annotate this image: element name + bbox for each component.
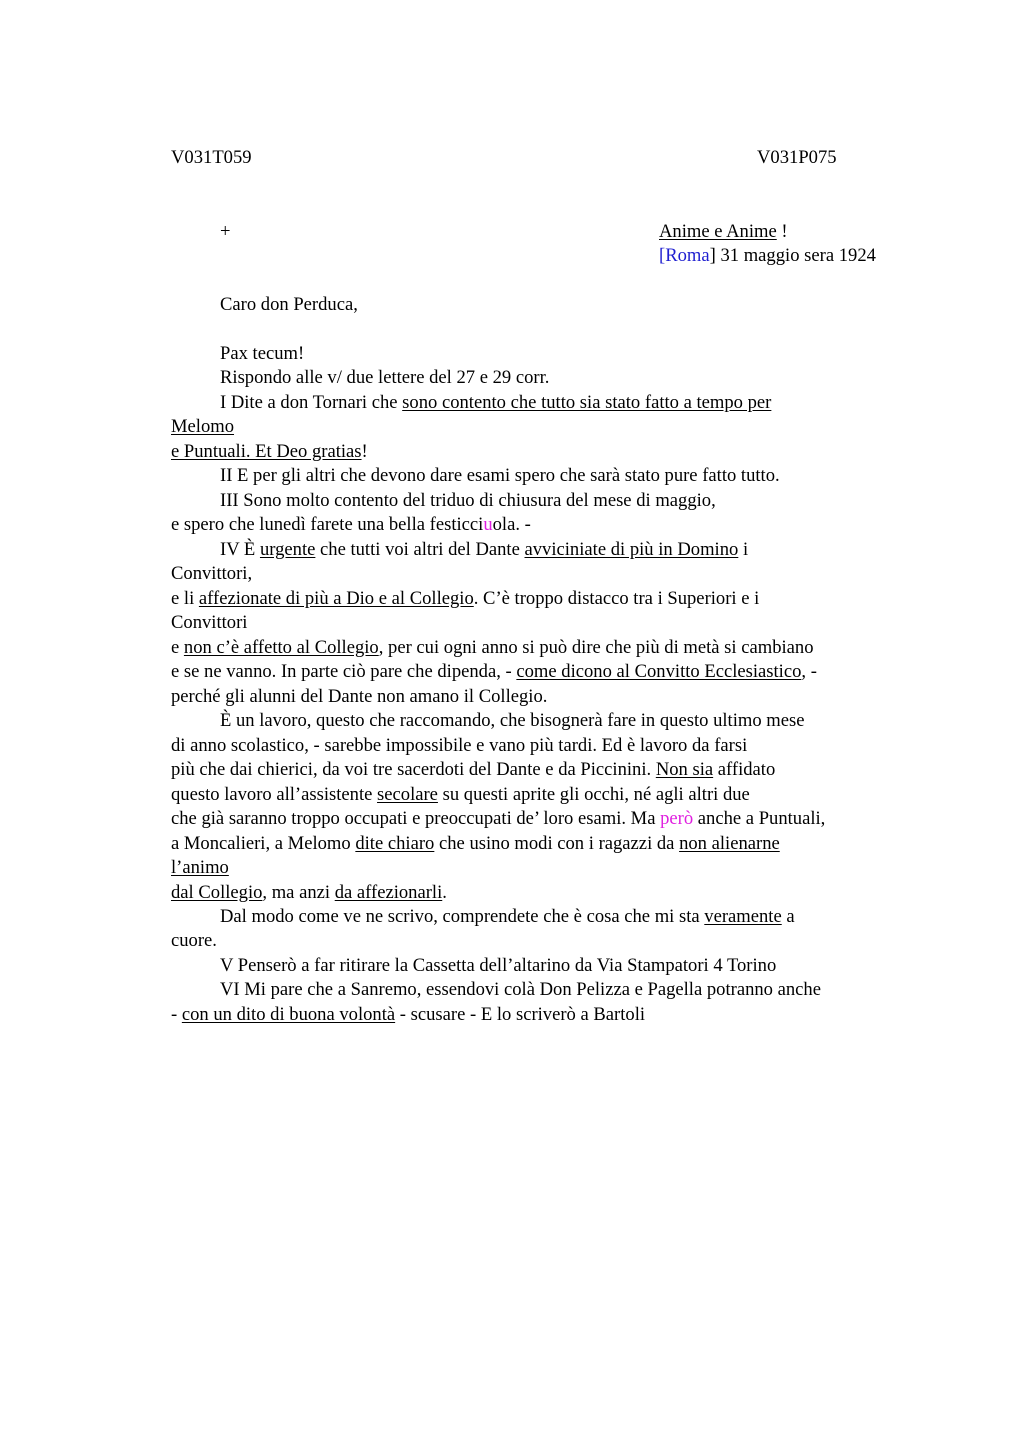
underlined-segment: non c’è affetto al Collegio — [183, 637, 379, 658]
underlined-segment: secolare — [377, 784, 438, 805]
place-date — [659, 244, 876, 269]
line-segment: IV È — [220, 539, 260, 560]
letter-date: 31 maggio sera 1924 — [715, 245, 876, 266]
line-segment: a Moncalieri, a Melomo — [171, 833, 356, 854]
body-line: perché gli alunni del Dante non amano il Collegio. — [171, 686, 548, 707]
header-left-code: V031T059 — [171, 147, 252, 168]
underlined-segment: dite chiaro — [355, 833, 435, 854]
body-line — [171, 807, 825, 832]
line-segment: I Dite a don Tornari che — [220, 392, 403, 413]
line-segment: e se ne vanno. In parte ciò pare che dipenda, - — [171, 661, 517, 682]
line-segment: più che dai chierici, da voi tre sacerdoti del Dante e da Piccinini. — [171, 759, 656, 780]
body-line — [220, 905, 795, 930]
line-segment: anche a Puntuali, — [693, 808, 826, 829]
body-line: l’animo — [171, 857, 229, 878]
underlined-segment: avviciniate di più in Domino — [524, 539, 739, 560]
salutation: Caro don Perduca, — [220, 294, 358, 315]
body-line — [171, 758, 775, 783]
body-line: Convittori, — [171, 563, 253, 584]
place-bracket-close: ] — [709, 245, 716, 266]
line-segment: e li — [171, 588, 199, 609]
line-segment: a — [781, 906, 795, 927]
body-line: Convittori — [171, 612, 248, 633]
line-segment: questo lavoro all’assistente — [171, 784, 378, 805]
underlined-segment: veramente — [704, 906, 782, 927]
line-segment: , per cui ogni anno si può dire che più di metà si cambiano — [378, 637, 814, 658]
line-segment: e — [171, 637, 184, 658]
place-bracket-open: [ — [659, 245, 666, 266]
body-line — [171, 783, 750, 808]
body-line — [171, 1003, 645, 1028]
letter-title — [659, 220, 788, 245]
body-line — [171, 832, 780, 857]
underlined-segment: da affezionarli — [334, 882, 443, 903]
body-line — [171, 440, 368, 465]
body-line: III Sono molto contento del triduo di chiusura del mese di maggio, — [220, 490, 716, 511]
underlined-segment: come dicono al Convitto Ecclesiastico — [516, 661, 802, 682]
line-segment: ! — [361, 441, 368, 462]
line-segment: , ma anzi — [262, 882, 335, 903]
correction-word: però — [660, 808, 694, 829]
body-line: VI Mi pare che a Sanremo, essendovi colà Don Pelizza e Pagella potranno anche — [220, 979, 821, 1000]
underlined-segment: non alienarne — [679, 833, 780, 854]
correction-letter: u — [483, 514, 493, 535]
body-line: II E per gli altri che devono dare esami spero che sarà stato pure fatto tutto. — [220, 465, 780, 486]
body-line: Rispondo alle v/ due lettere del 27 e 29 corr. — [220, 367, 550, 388]
line-segment: ola. - — [492, 514, 531, 535]
body-line — [171, 660, 817, 685]
line-segment: che già saranno troppo occupati e preoccupati de’ loro esami. Ma — [171, 808, 661, 829]
body-line: Pax tecum! — [220, 343, 305, 364]
line-segment: Dal modo come ve ne scrivo, comprendete che è cosa che mi sta — [220, 906, 705, 927]
body-line: Melomo — [171, 416, 235, 437]
line-segment: che usino modi con i ragazzi da — [434, 833, 680, 854]
underlined-segment: dal Collegio — [171, 882, 263, 903]
underlined-segment: Non sia — [655, 759, 714, 780]
line-segment: . C’è troppo distacco tra i Superiori e i — [473, 588, 760, 609]
underlined-segment: e Puntuali. Et Deo gratias — [171, 441, 362, 462]
place-name: Roma — [665, 245, 710, 266]
line-segment: affidato — [713, 759, 776, 780]
underlined-segment: sono contento che tutto sia stato fatto a tempo per — [402, 392, 772, 413]
underlined-segment: affezionate di più a Dio e al Collegio — [198, 588, 474, 609]
line-segment: , - — [801, 661, 817, 682]
line-segment: che tutti voi altri del Dante — [315, 539, 525, 560]
title-suffix: ! — [776, 221, 788, 242]
body-line: V Penserò a far ritirare la Cassetta dell’altarino da Via Stampatori 4 Torino — [220, 955, 777, 976]
line-segment: su questi aprite gli occhi, né agli altri due — [437, 784, 750, 805]
body-line: di anno scolastico, - sarebbe impossibile e vano più tardi. Ed è lavoro da farsi — [171, 735, 748, 756]
line-segment: - scusare - E lo scriverò a Bartoli — [395, 1004, 646, 1025]
line-segment: e spero che lunedì farete una bella festicci — [171, 514, 484, 535]
line-segment: i — [738, 539, 749, 560]
line-segment: - — [171, 1004, 182, 1025]
body-line — [171, 881, 447, 906]
body-line: È un lavoro, questo che raccomando, che bisognerà fare in questo ultimo mese — [220, 710, 805, 731]
body-line — [171, 587, 759, 612]
body-line — [220, 391, 771, 416]
body-line — [220, 538, 748, 563]
title-text: Anime e Anime — [659, 221, 777, 242]
body-line — [171, 513, 531, 538]
line-segment: . — [442, 882, 447, 903]
underlined-segment: urgente — [259, 539, 316, 560]
body-line — [171, 636, 814, 661]
underlined-segment: con un dito di buona volontà — [181, 1004, 396, 1025]
header-right-code: V031P075 — [757, 147, 837, 168]
cross-symbol: + — [220, 221, 231, 242]
body-line: cuore. — [171, 930, 217, 951]
